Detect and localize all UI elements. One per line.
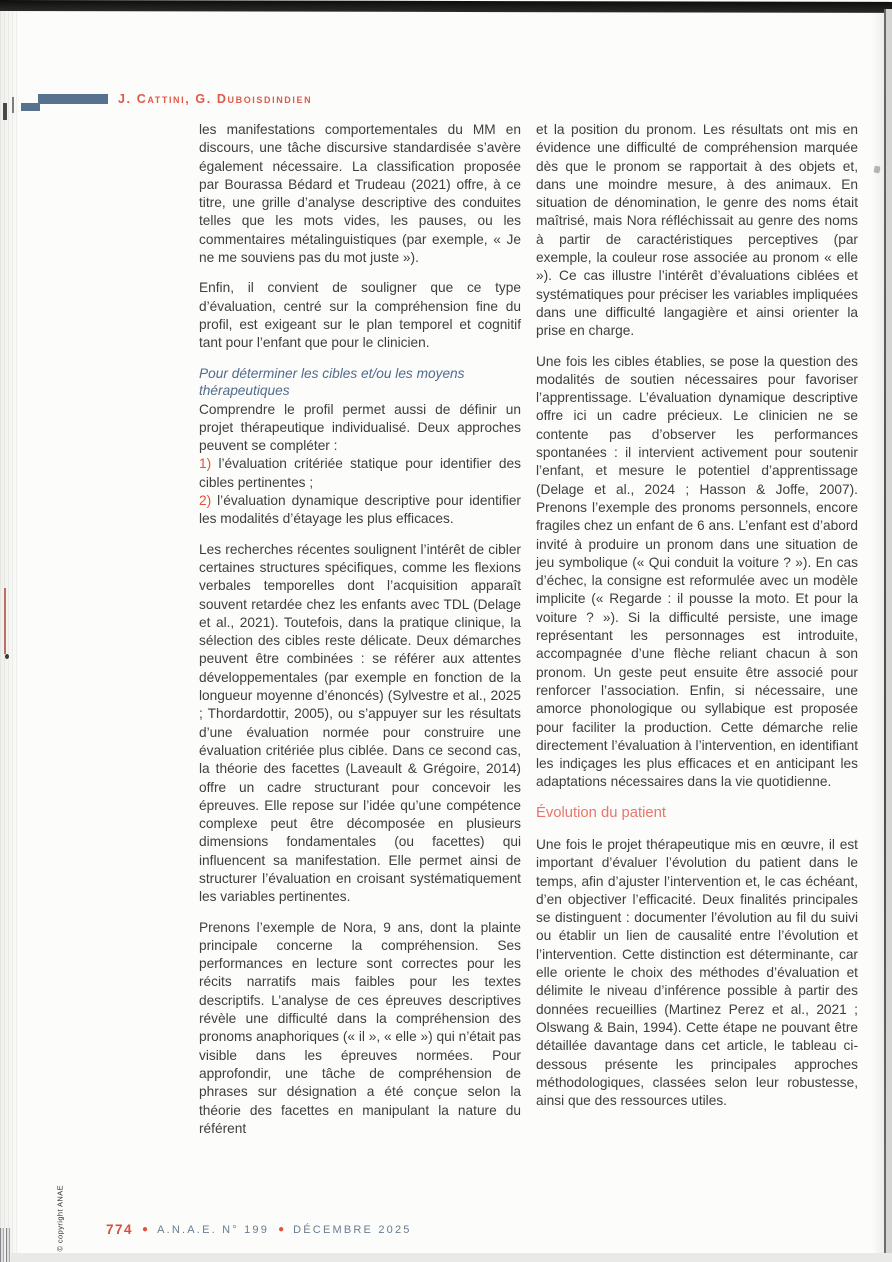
list-number: 2)	[199, 493, 212, 509]
list-item-2	[199, 492, 521, 529]
paragraph: Prenons l’exemple de Nora, 9 ans, dont la plainte principale concerne la compréhension. Ses performances en lecture sont correctes pour les récits narratifs mais faibles pour les textes descriptifs. L’analyse de ces épreuves descriptives révèle une difficulté dans la compréhension des pronoms anaphoriques (« il », « elle ») qui n’était pas visible dans les épreuves normées. Pour approfondir, une tâche de compréhension de phrases sur désignation a été conçue selon la théorie des facettes en manipulant la nature du référent	[199, 919, 521, 1136]
scan-left-binding-shade	[0, 11, 20, 1262]
scan-left-ink-dot	[5, 654, 9, 659]
subsection-heading: Pour déterminer les cibles et/ou les moyens thérapeutiques	[199, 365, 465, 399]
page-footer	[106, 1222, 412, 1237]
list-item-text: l’évaluation dynamique descriptive pour identifier les modalités d’étayage les plus efficaces.	[199, 493, 521, 527]
list-item-1	[199, 455, 521, 492]
list-number: 1)	[199, 456, 212, 472]
paragraph: et la position du pronom. Les résultats ont mis en évidence une difficulté de compréhension marquée dès que le pronom se rapportait à des objets et, dans une moindre mesure, à des animaux. En situation de dénomination, le genre des noms était maîtrisé, mais Nora réfléchissait au genre des noms à partir de caractéristiques perceptives (par exemple, la couleur rose associée au pronom « elle »). Ce cas illustre l’intérêt d’évaluations ciblées et systématiques pour préciser les variables impliquées dans une difficulté langagière et ainsi orienter la prise en charge.	[536, 122, 858, 339]
running-head-authors: J. Cattini, G. Duboisdindien	[118, 92, 313, 106]
text-column-right	[536, 121, 858, 1122]
page-curl-mark	[3, 103, 7, 120]
paragraph: les manifestations comportementales du MM en discours, une tâche discursive standardisée s’avère également nécessaire. La classification proposée par Bourassa Bédard et Trudeau (2021) offre, à ce titre, une grille d’analyse descriptive des conduites telles que les mots vides, les pauses, ou les commentaires métalinguistiques (par exemple, « Je ne me souviens pas du mot juste »).	[199, 122, 521, 266]
section-heading: Évolution du patient	[536, 804, 666, 821]
scan-right-edge-strip	[886, 9, 892, 1262]
footer-bullet-icon: ●	[142, 1223, 149, 1235]
list-item-text: l’évaluation critériée statique pour identifier des cibles pertinentes ;	[199, 456, 521, 490]
journal-name: A.N.A.E. N° 199	[157, 1223, 270, 1236]
scan-left-red-mark	[4, 588, 6, 654]
anae-logo-mark	[38, 94, 108, 104]
paragraph: Les recherches récentes soulignent l’intérêt de cibler certaines structures spécifiques, comme les flexions verbales temporelles dont l’acquisition apparaît souvent retardée chez les enfants avec TDL (Delage et al., 2021). Toutefois, dans la pratique clinique, la sélection des cibles reste délicate. Deux démarches peuvent être combinées : se référer aux attentes développementales (par exemple en fonction de la longueur moyenne d’énoncés) (Sylvestre et al., 2025 ; Thordardottir, 2005), ou s’appuyer sur les résultats d’une évaluation normée pour construire une évaluation critériée plus ciblée. Dans ce second cas, la théorie des facettes (Laveault & Grégoire, 2014) offre un cadre structurant pour concevoir les épreuves. Elle repose sur l’idée qu’une compétence complexe peut être décomposée en plusieurs dimensions fondamentales (ou facettes) qui influencent sa manifestation. Elle permet ainsi de structurer l’évaluation en croisant systématiquement les variables pertinentes.	[199, 541, 521, 905]
scan-top-edge	[0, 0, 892, 13]
scan-bottom-left-corner	[0, 1228, 11, 1262]
anae-logo-mark	[21, 103, 40, 111]
scan-bottom-edge	[0, 1253, 892, 1262]
page-number: 774	[106, 1222, 134, 1237]
page-curl-mark	[12, 97, 14, 113]
issue-date: DÉCEMBRE 2025	[293, 1223, 412, 1236]
paragraph: Une fois les cibles établies, se pose la question des modalités de soutien nécessaires pour favoriser l’apprentissage. L’évaluation dynamique descriptive offre ici un cadre précieux. Le clinicien ne se contente pas d’observer les performances spontanées : il intervient activement pour soutenir l’enfant, et mesure le potentiel d’apprentissage (Delage et al., 2024 ; Hasson & Joffe, 2007). Prenons l’exemple des pronoms personnels, encore fragiles chez un enfant de 6 ans. L’enfant est d’abord invité à produire un pronom dans une situation de jeu symbolique (« Qui conduit la voiture ? »). En cas d’échec, la consigne est reformulée avec un modèle implicite (« Regarde : il pousse la moto. Et pour la voiture ? »). Si la difficulté persiste, une image représentant les personnages est introduite, accompagnée d’une flèche reliant chacun à son pronom. Un geste peut ensuite être associé pour renforcer l’association. Enfin, si nécessaire, une amorce phonologique ou syllabique est proposée pour faciliter la production. Cette démarche relie directement l’évaluation à l’intervention, en identifiant les indiçages les plus efficaces et en anticipant les adaptations nécessaires dans la vie quotidienne.	[536, 353, 858, 790]
copyright-vertical: © copyright ANAE	[55, 1184, 65, 1252]
footer-bullet-icon: ●	[278, 1223, 285, 1235]
scan-right-shade	[872, 9, 884, 1262]
paragraph: Enfin, il convient de souligner que ce type d’évaluation, centré sur la compréhension fine du profil, est exigeant sur le plan temporel et cognitif tant pour l’enfant que pour le clinicien.	[199, 280, 521, 351]
text-column-left	[199, 121, 521, 1150]
paragraph: Une fois le projet thérapeutique mis en œuvre, il est important d’évaluer l’évolution du patient dans le temps, afin d’ajuster l’intervention et, le cas échéant, d’en objectiver l’efficacité. Deux finalités principales se distinguent : documenter l’évolution au fil du suivi ou établir un lien de causalité entre l’évolution et l’intervention. Cette distinction est déterminante, car elle oriente le choix des méthodes d’évaluation et délimite le niveau d’inférence possible à partir des données recueillies (Martinez Perez et al., 2021 ; Olswang & Bain, 1994). Cette étape ne pouvant être détaillée davantage dans cet article, le tableau ci-dessous présente les principales approches méthodologiques, classées selon leur robustesse, ainsi que des ressources utiles.	[536, 836, 858, 1109]
paragraph: Comprendre le profil permet aussi de définir un projet thérapeutique individualisé. Deux approches peuvent se compléter :	[199, 401, 521, 454]
